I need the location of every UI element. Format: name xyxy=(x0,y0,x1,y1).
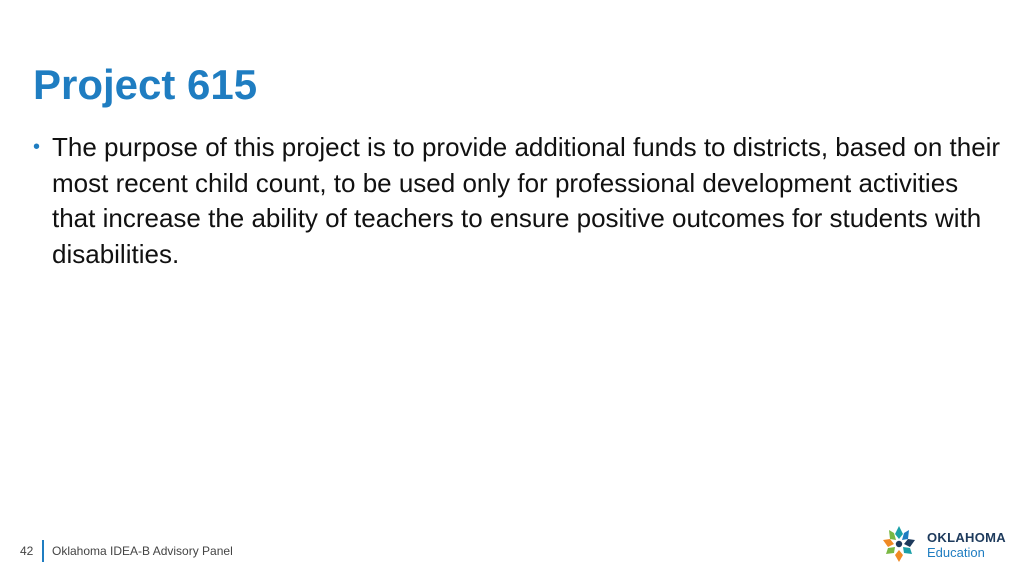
logo-wordmark-oklahoma: OKLAHOMA xyxy=(927,530,1006,545)
oklahoma-education-logo xyxy=(878,522,1008,566)
bullet-marker: • xyxy=(33,136,41,158)
footer xyxy=(0,538,1024,568)
bullet-item xyxy=(33,130,1003,272)
bullet-list xyxy=(33,130,1003,272)
slide-title: Project 615 xyxy=(33,61,258,108)
logo-wordmark-education: Education xyxy=(927,545,985,560)
oklahoma-education-logo-icon xyxy=(878,522,920,566)
footer-text: Oklahoma IDEA-B Advisory Panel xyxy=(52,544,233,558)
page-number: 42 xyxy=(20,544,34,558)
bullet-text: The purpose of this project is to provide additional funds to districts, based on their most recent child count, to be used only for professional development activities that increase the ability of teachers to ensure positive outcomes for students with disabilities. xyxy=(52,132,1001,269)
footer-divider xyxy=(42,540,44,562)
